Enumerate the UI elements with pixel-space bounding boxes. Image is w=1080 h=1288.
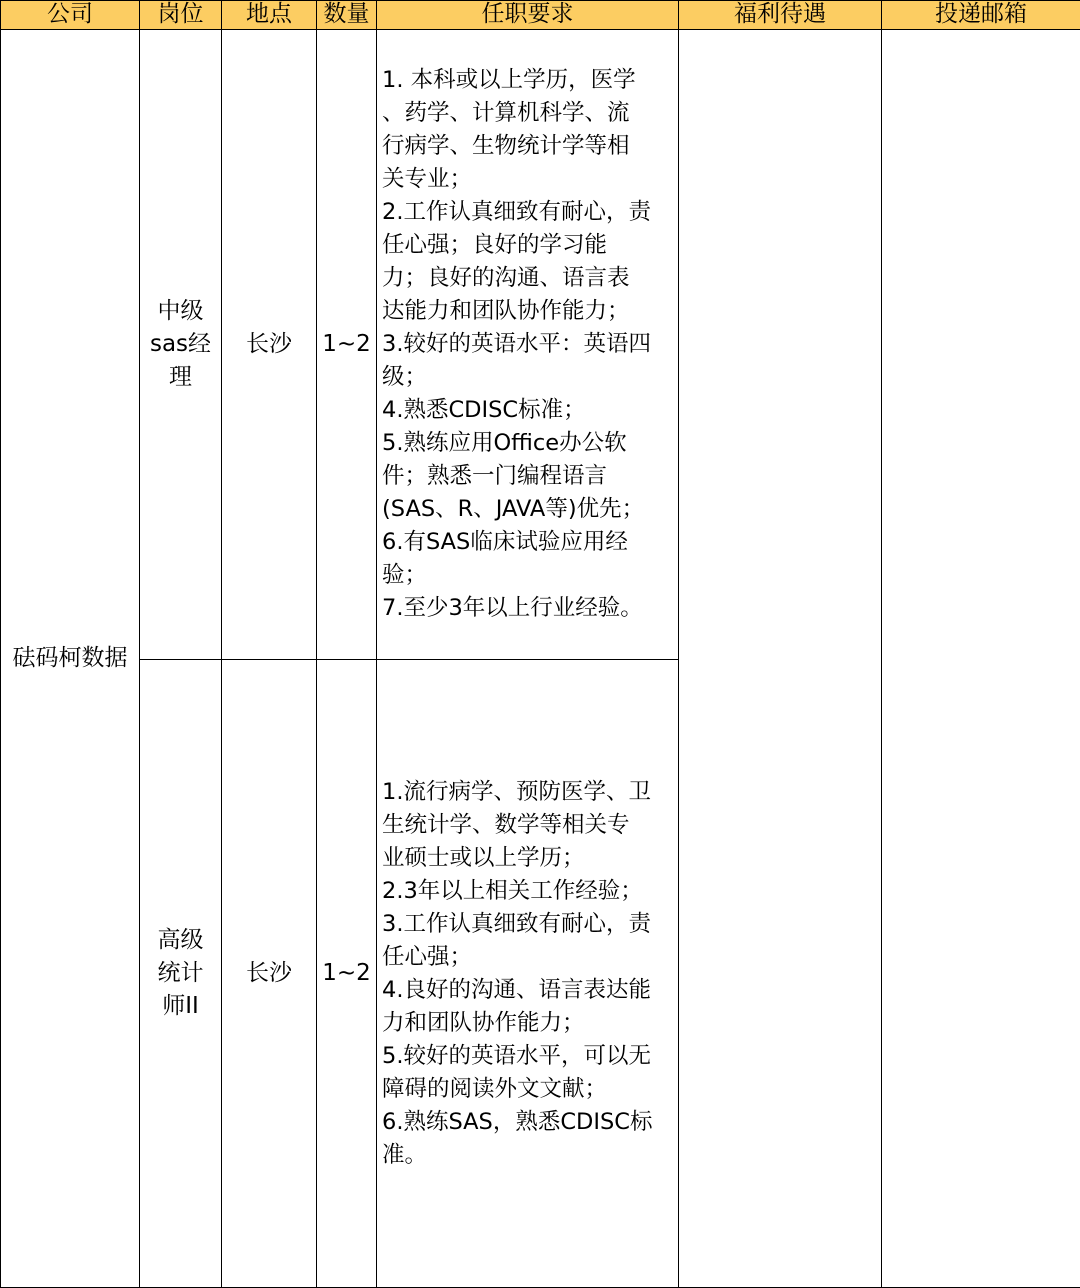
requirement-line: 达能力和团队协作能力； <box>382 298 630 324</box>
requirement-line: 2.工作认真细致有耐心，责 <box>382 199 651 225</box>
requirement-line: 7.至少3年以上行业经验。 <box>382 595 643 621</box>
requirement-line: 5.熟练应用Office办公软 <box>382 430 627 456</box>
count-cell: 1~2 <box>317 30 377 660</box>
requirement-line: 关专业； <box>382 166 473 192</box>
header-benefits: 福利待遇 <box>679 1 882 30</box>
requirement-line: 2.3年以上相关工作经验； <box>382 877 643 904</box>
requirement-line: 业硕士或以上学历； <box>382 844 585 871</box>
header-position: 岗位 <box>140 1 222 30</box>
position-line: 高级 <box>157 927 204 953</box>
requirement-line: 障碍的阅读外文文献； <box>382 1075 608 1102</box>
requirement-line: 1. 本科或以上学历，医学 <box>382 67 636 93</box>
requirement-line: 行病学、生物统计学等相 <box>382 133 630 159</box>
requirement-line: 1.流行病学、预防医学、卫 <box>382 778 651 805</box>
requirement-line: 4.熟悉CDISC标准； <box>382 397 586 423</box>
location-cell: 长沙 <box>222 30 317 660</box>
header-count: 数量 <box>317 1 377 30</box>
requirement-line: 5.较好的英语水平，可以无 <box>382 1042 651 1069</box>
position-line: 理 <box>169 364 192 390</box>
requirement-line: (SAS、R、JAVA等)优先； <box>382 496 645 522</box>
requirements-cell <box>377 30 679 660</box>
requirement-line: 生统计学、数学等相关专 <box>382 811 630 838</box>
header-requirements: 任职要求 <box>377 1 679 30</box>
requirement-line: 任心强； <box>382 943 473 970</box>
benefits-cell <box>679 30 882 1288</box>
requirement-line: 准。 <box>382 1141 428 1168</box>
company-cell: 砝码柯数据 <box>1 30 140 1288</box>
requirement-line: 6.熟练SAS，熟悉CDISC标 <box>382 1108 653 1135</box>
position-line: 统计 <box>157 960 204 986</box>
requirement-line: 、药学、计算机科学、流 <box>382 100 630 126</box>
requirement-line: 级； <box>382 364 428 390</box>
header-location: 地点 <box>222 1 317 30</box>
position-cell <box>140 30 222 660</box>
position-line: sas经 <box>149 331 212 357</box>
header-email: 投递邮箱 <box>882 1 1080 30</box>
requirement-line: 3.工作认真细致有耐心，责 <box>382 910 651 937</box>
requirement-line: 6.有SAS临床试验应用经 <box>382 529 628 555</box>
requirement-line: 4.良好的沟通、语言表达能 <box>382 976 651 1003</box>
count-cell: 1~2 <box>317 660 377 1288</box>
requirement-line: 力；良好的沟通、语言表 <box>382 265 630 291</box>
requirement-line: 件；熟悉一门编程语言 <box>382 463 608 489</box>
location-cell: 长沙 <box>222 660 317 1288</box>
requirements-cell <box>377 660 679 1288</box>
table-row <box>1 30 1080 660</box>
position-line: 师II <box>162 993 199 1019</box>
header-company: 公司 <box>1 1 140 30</box>
requirement-line: 3.较好的英语水平：英语四 <box>382 331 651 357</box>
requirement-line: 任心强；良好的学习能 <box>382 232 608 258</box>
position-cell <box>140 660 222 1288</box>
email-cell <box>882 30 1080 1288</box>
requirement-line: 验； <box>382 562 428 588</box>
requirement-line: 力和团队协作能力； <box>382 1009 585 1036</box>
header-row <box>1 1 1080 30</box>
position-line: 中级 <box>157 298 204 324</box>
